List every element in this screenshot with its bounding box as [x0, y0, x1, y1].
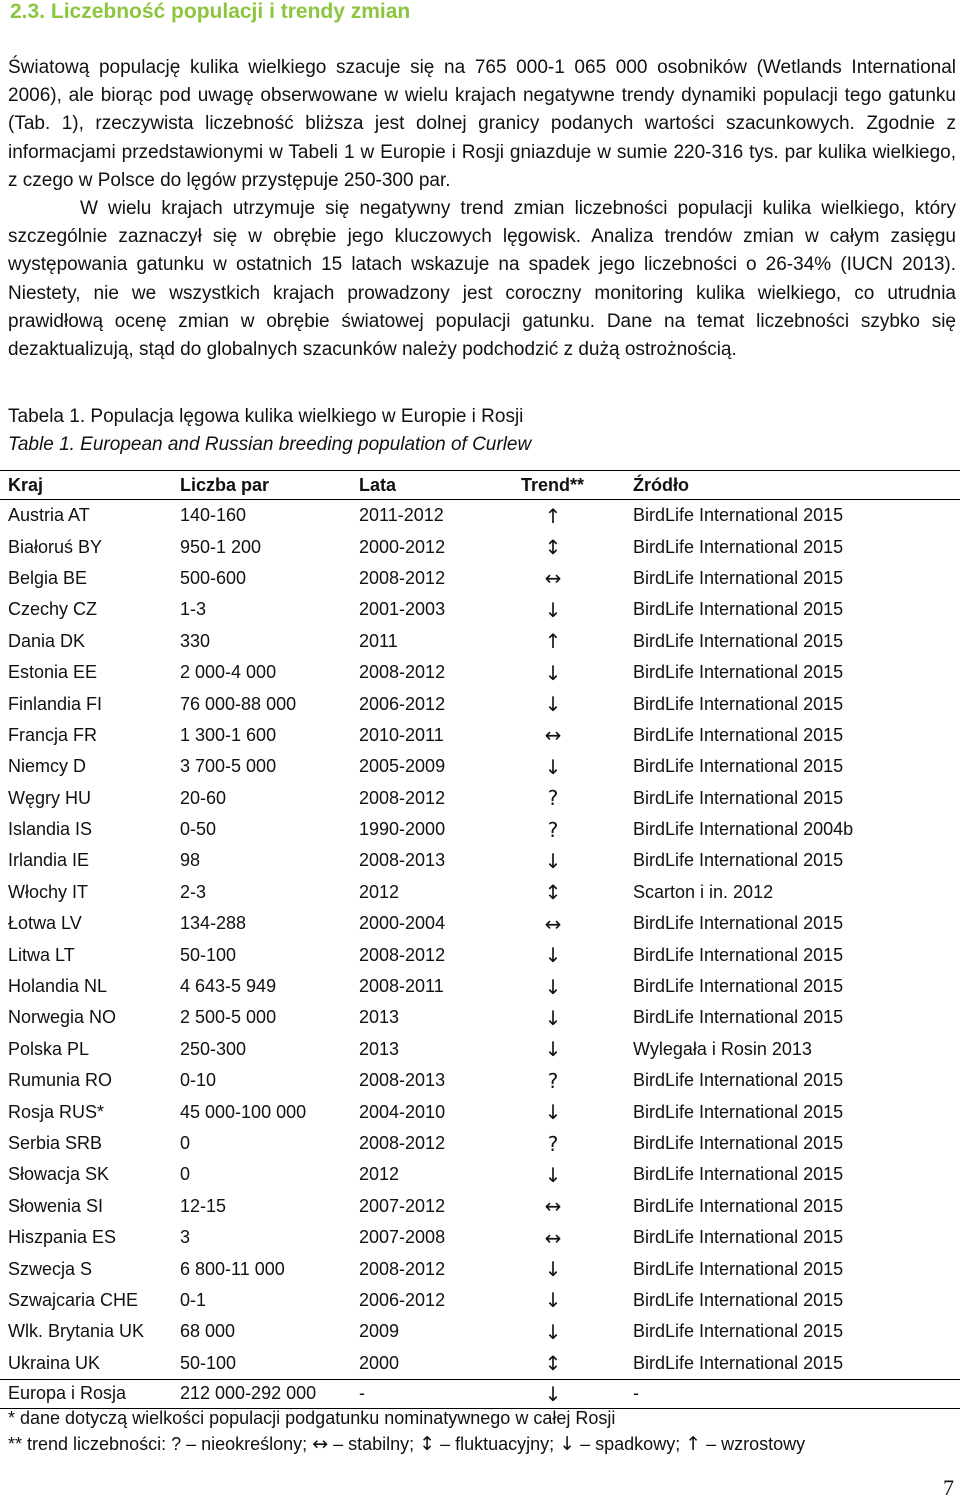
- cell-trend: [513, 971, 625, 1002]
- trend-icon: ↑: [544, 629, 562, 654]
- cell-zrodlo: BirdLife International 2015: [633, 662, 844, 683]
- table-row: [0, 500, 960, 532]
- trend-icon: ↓: [544, 848, 562, 873]
- cell-lata: 2006-2012: [359, 1289, 446, 1310]
- cell-zrodlo: BirdLife International 2015: [633, 693, 844, 714]
- cell-liczba-par: 1-3: [180, 599, 207, 620]
- up-arrow-icon: ↑: [685, 1433, 702, 1455]
- cell-lata: 2008-2013: [359, 1070, 446, 1091]
- cell-trend: [513, 1128, 625, 1159]
- cell-trend: [513, 1222, 625, 1253]
- cell-liczba-par: 0: [180, 1133, 191, 1153]
- cell-trend: [513, 814, 625, 845]
- trend-icon: ↔: [544, 723, 562, 748]
- table-row: [0, 939, 960, 970]
- trend-icon: ↓: [544, 597, 562, 622]
- table-row: [0, 1159, 960, 1190]
- cell-lata: 2008-2012: [359, 567, 446, 588]
- cell-lata: 2008-2012: [359, 944, 446, 965]
- cell-trend: [513, 1253, 625, 1284]
- cell-kraj: Litwa LT: [8, 944, 75, 965]
- cell-trend: [513, 1348, 625, 1380]
- cell-lata: 2010-2011: [359, 724, 444, 745]
- table-caption: [8, 403, 531, 459]
- section-heading: 2.3. Liczebność populacji i trendy zmian: [10, 0, 411, 23]
- trend-icon: ↑: [544, 503, 562, 528]
- cell-kraj: Irlandia IE: [8, 850, 90, 871]
- cell-kraj: Polska PL: [8, 1038, 90, 1059]
- table-row: [0, 720, 960, 751]
- trend-icon: ↕: [544, 880, 562, 905]
- cell-kraj: Belgia BE: [8, 567, 88, 588]
- cell-zrodlo: BirdLife International 2015: [633, 944, 844, 965]
- cell-trend: [513, 1034, 625, 1065]
- table-row: [0, 1034, 960, 1065]
- trend-icon: ↓: [544, 1381, 562, 1406]
- cell-trend: [513, 1096, 625, 1127]
- cell-lata: 2008-2013: [359, 850, 446, 871]
- trend-icon: ↓: [544, 1005, 562, 1030]
- cell-kraj: Francja FR: [8, 724, 98, 745]
- footnote-2-up: – wzrostowy: [706, 1434, 806, 1454]
- table-row: [0, 814, 960, 845]
- cell-zrodlo: BirdLife International 2015: [633, 850, 844, 871]
- trend-icon: ↓: [544, 1037, 562, 1062]
- down-arrow-icon: ↓: [559, 1433, 576, 1455]
- header-trend: Trend**: [513, 471, 625, 500]
- cell-liczba-par: 2 500-5 000: [180, 1007, 277, 1028]
- trend-icon: ↓: [544, 660, 562, 685]
- table-row: [0, 1222, 960, 1253]
- total-cell-kraj: Europa i Rosja: [0, 1379, 172, 1408]
- trend-icon: ↓: [544, 1257, 562, 1282]
- cell-trend: [513, 845, 625, 876]
- cell-trend: [513, 1159, 625, 1190]
- cell-zrodlo: BirdLife International 2015: [633, 1227, 844, 1248]
- cell-zrodlo: BirdLife International 2015: [633, 567, 844, 588]
- cell-kraj: Łotwa LV: [8, 913, 82, 934]
- cell-kraj: Islandia IS: [8, 819, 93, 840]
- trend-icon: ↓: [544, 692, 562, 717]
- cell-kraj: Finlandia FI: [8, 693, 103, 714]
- cell-kraj: Szwajcaria CHE: [8, 1289, 139, 1310]
- table-row: [0, 1253, 960, 1284]
- table-row: [0, 877, 960, 908]
- cell-trend: [513, 500, 625, 532]
- cell-lata: 2008-2012: [359, 1133, 446, 1153]
- table-row: [0, 531, 960, 562]
- cell-kraj: Rumunia RO: [8, 1070, 113, 1091]
- cell-kraj: Słowacja SK: [8, 1164, 110, 1185]
- table-row: [0, 845, 960, 876]
- cell-trend: [513, 626, 625, 657]
- cell-liczba-par: 45 000-100 000: [180, 1101, 307, 1122]
- cell-trend: [513, 594, 625, 625]
- cell-trend: [513, 1191, 625, 1222]
- table-row: [0, 1316, 960, 1347]
- cell-liczba-par: 250-300: [180, 1038, 247, 1059]
- caption-english: Table 1. European and Russian breeding population of Curlew: [8, 434, 532, 455]
- cell-lata: 2013: [359, 1038, 400, 1059]
- table-row: [0, 1285, 960, 1316]
- trend-icon: ?: [547, 817, 559, 842]
- table-row: [0, 594, 960, 625]
- trend-icon: ↓: [544, 1288, 562, 1313]
- table-row: [0, 971, 960, 1002]
- table-row: [0, 563, 960, 594]
- cell-kraj: Austria AT: [8, 505, 90, 526]
- cell-zrodlo: BirdLife International 2015: [633, 1164, 844, 1185]
- header-liczba-par: Liczba par: [172, 471, 351, 500]
- cell-kraj: Włochy IT: [8, 881, 89, 902]
- cell-kraj: Czechy CZ: [8, 599, 98, 620]
- cell-liczba-par: 2-3: [180, 881, 207, 902]
- cell-liczba-par: 0-50: [180, 819, 217, 840]
- cell-zrodlo: BirdLife International 2015: [633, 505, 844, 526]
- cell-liczba-par: 0-1: [180, 1289, 207, 1310]
- table-row: [0, 751, 960, 782]
- cell-lata: 2012: [359, 1164, 400, 1185]
- cell-liczba-par: 4 643-5 949: [180, 976, 277, 997]
- cell-kraj: Białoruś BY: [8, 536, 103, 557]
- trend-icon: ↔: [544, 911, 562, 936]
- cell-kraj: Szwecja S: [8, 1258, 93, 1279]
- trend-icon: ↓: [544, 1162, 562, 1187]
- cell-kraj: Słowenia SI: [8, 1195, 104, 1216]
- cell-trend: [513, 783, 625, 814]
- page-number: 7: [943, 1475, 954, 1500]
- cell-zrodlo: BirdLife International 2015: [633, 1258, 844, 1279]
- cell-zrodlo: BirdLife International 2015: [633, 1101, 844, 1122]
- table-row: [0, 1348, 960, 1380]
- trend-icon: ↓: [544, 943, 562, 968]
- cell-lata: 2011: [359, 630, 398, 651]
- cell-zrodlo: BirdLife International 2015: [633, 1195, 844, 1216]
- cell-zrodlo: BirdLife International 2015: [633, 1070, 844, 1091]
- header-kraj: Kraj: [0, 471, 172, 500]
- body-text: [8, 54, 956, 364]
- trend-icon: ?: [547, 1068, 559, 1093]
- cell-lata: 2006-2012: [359, 693, 446, 714]
- footnote-2-prefix: ** trend liczebności: ? – nieokreślony;: [8, 1434, 308, 1454]
- cell-trend: [513, 1065, 625, 1096]
- footnote-2: [8, 1431, 805, 1457]
- table-row: [0, 783, 960, 814]
- trend-icon: ?: [547, 1131, 559, 1156]
- footnote-2-fluct: – fluktuacyjny;: [440, 1434, 555, 1454]
- cell-zrodlo: BirdLife International 2015: [633, 536, 844, 557]
- cell-zrodlo: BirdLife International 2015: [633, 756, 844, 777]
- cell-trend: [513, 657, 625, 688]
- cell-zrodlo: BirdLife International 2015: [633, 1133, 844, 1153]
- table-row: [0, 1002, 960, 1033]
- header-zrodlo: Źródło: [625, 471, 960, 500]
- population-table: [0, 470, 960, 1409]
- cell-zrodlo: BirdLife International 2015: [633, 724, 844, 745]
- cell-kraj: Hiszpania ES: [8, 1227, 117, 1248]
- cell-lata: 2007-2008: [359, 1227, 446, 1248]
- cell-liczba-par: 98: [180, 850, 201, 871]
- table-row: [0, 688, 960, 719]
- cell-zrodlo: BirdLife International 2015: [633, 1007, 844, 1028]
- cell-liczba-par: 134-288: [180, 913, 247, 934]
- table-row: [0, 657, 960, 688]
- table-row: [0, 908, 960, 939]
- paragraph-1: Światową populację kulika wielkiego szacuje się na 765 000-1 065 000 osobników (Wetlands International 2006), ale biorąc pod uwagę obserwowane w wielu krajach negatywne trendy dynamiki populacji tego gatunku (Tab. 1), rzeczywista liczebność bliższa jest dolnej granicy podanych wartości szacunkowych. Zgodnie z informacjami przedstawionymi w Tabeli 1 w Europie i Rosji gniazduje w sumie 220-316 tys. par kulika wielkiego, z czego w Polsce do lęgów przystępuje 250-300 par.: [8, 57, 956, 191]
- cell-lata: 2000: [359, 1352, 400, 1373]
- cell-trend: [513, 531, 625, 562]
- cell-lata: 2012: [359, 881, 400, 902]
- cell-zrodlo: BirdLife International 2015: [633, 1289, 844, 1310]
- cell-lata: 2011-2012: [359, 505, 444, 526]
- cell-trend: [513, 1316, 625, 1347]
- cell-kraj: Holandia NL: [8, 976, 108, 997]
- footnote-2-down: – spadkowy;: [580, 1434, 681, 1454]
- cell-kraj: Norwegia NO: [8, 1007, 117, 1028]
- cell-trend: [513, 751, 625, 782]
- cell-kraj: Dania DK: [8, 630, 86, 651]
- cell-liczba-par: 2 000-4 000: [180, 662, 277, 683]
- cell-zrodlo: BirdLife International 2015: [633, 1352, 844, 1373]
- table-body: [0, 500, 960, 1409]
- cell-lata: 1990-2000: [359, 819, 446, 840]
- table-row: [0, 1065, 960, 1096]
- trend-icon: ↓: [544, 974, 562, 999]
- cell-liczba-par: 3 700-5 000: [180, 756, 277, 777]
- cell-kraj: Wlk. Brytania UK: [8, 1321, 145, 1342]
- trend-icon: ↔: [544, 1225, 562, 1250]
- cell-liczba-par: 68 000: [180, 1321, 236, 1342]
- cell-zrodlo: BirdLife International 2015: [633, 787, 844, 808]
- cell-trend: [513, 1285, 625, 1316]
- cell-lata: 2000-2004: [359, 913, 446, 934]
- cell-zrodlo: BirdLife International 2015: [633, 976, 844, 997]
- cell-liczba-par: 1 300-1 600: [180, 724, 277, 745]
- trend-icon: ↔: [544, 566, 562, 591]
- cell-lata: 2000-2012: [359, 536, 446, 557]
- caption-polish: Tabela 1. Populacja lęgowa kulika wielkiego w Europie i Rosji: [8, 406, 524, 427]
- cell-lata: 2008-2011: [359, 976, 444, 997]
- cell-kraj: Ukraina UK: [8, 1352, 101, 1373]
- cell-liczba-par: 50-100: [180, 944, 237, 965]
- cell-lata: 2005-2009: [359, 756, 446, 777]
- cell-zrodlo: BirdLife International 2004b: [633, 819, 854, 840]
- cell-lata: 2008-2012: [359, 787, 446, 808]
- cell-trend: [513, 1002, 625, 1033]
- cell-kraj: Niemcy D: [8, 756, 87, 777]
- cell-kraj: Serbia SRB: [8, 1133, 103, 1153]
- trend-icon: ?: [547, 786, 559, 811]
- cell-liczba-par: 140-160: [180, 505, 247, 526]
- cell-zrodlo: BirdLife International 2015: [633, 913, 844, 934]
- cell-kraj: Węgry HU: [8, 787, 92, 808]
- cell-liczba-par: 3: [180, 1227, 191, 1248]
- table-row: [0, 1128, 960, 1159]
- header-lata: Lata: [351, 471, 513, 500]
- cell-liczba-par: 0: [180, 1164, 191, 1185]
- cell-zrodlo: Scarton i in. 2012: [633, 881, 774, 902]
- cell-liczba-par: 0-10: [180, 1070, 217, 1091]
- cell-liczba-par: 950-1 200: [180, 536, 262, 557]
- cell-trend: [513, 720, 625, 751]
- cell-liczba-par: 20-60: [180, 787, 227, 808]
- footnotes: [8, 1405, 805, 1457]
- cell-zrodlo: BirdLife International 2015: [633, 630, 844, 651]
- fluctuating-arrow-icon: ↕: [419, 1433, 436, 1455]
- cell-lata: 2001-2003: [359, 599, 446, 620]
- cell-trend: [513, 877, 625, 908]
- cell-liczba-par: 76 000-88 000: [180, 693, 297, 714]
- cell-liczba-par: 330: [180, 630, 211, 651]
- cell-liczba-par: 500-600: [180, 567, 247, 588]
- cell-lata: 2009: [359, 1321, 400, 1342]
- cell-liczba-par: 50-100: [180, 1352, 237, 1373]
- cell-trend: [513, 908, 625, 939]
- total-cell-lata: -: [351, 1379, 513, 1408]
- table-row: [0, 626, 960, 657]
- cell-trend: [513, 688, 625, 719]
- cell-trend: [513, 563, 625, 594]
- trend-icon: ↕: [544, 1351, 562, 1376]
- cell-kraj: Rosja RUS*: [8, 1101, 105, 1122]
- total-cell-liczba-par: 212 000-292 000: [172, 1379, 351, 1408]
- cell-lata: 2007-2012: [359, 1195, 446, 1216]
- table-row: [0, 1096, 960, 1127]
- cell-lata: 2008-2012: [359, 662, 446, 683]
- trend-icon: ↓: [544, 754, 562, 779]
- cell-zrodlo: BirdLife International 2015: [633, 599, 844, 620]
- stable-arrow-icon: ↔: [312, 1433, 329, 1455]
- trend-icon: ↕: [544, 535, 562, 560]
- cell-liczba-par: 6 800-11 000: [180, 1258, 285, 1279]
- cell-kraj: Estonia EE: [8, 662, 98, 683]
- paragraph-2: W wielu krajach utrzymuje się negatywny trend zmian liczebności populacji kulika wielkiego, który szczególnie zaznaczył się w obrębie jego kluczowych lęgowisk. Analiza trendów zmian w całym zasięgu występowania gatunku w ostatnich 15 latach wskazuje na spadek jego liczebności o 26-34% (IUCN 2013). Niestety, nie we wszystkich krajach prowadzony jest coroczny monitoring kulika wielkiego, co utrudnia prawidłową ocenę zmian w obrębie światowej populacji gatunku. Dane na temat liczebności szybko się dezaktualizują, stąd do globalnych szacunków należy podchodzić z dużą ostrożnością.: [8, 198, 956, 361]
- trend-icon: ↓: [544, 1319, 562, 1344]
- cell-lata: 2013: [359, 1007, 400, 1028]
- total-cell-zrodlo: -: [625, 1379, 960, 1408]
- cell-zrodlo: BirdLife International 2015: [633, 1321, 844, 1342]
- cell-lata: 2004-2010: [359, 1101, 446, 1122]
- trend-icon: ↓: [544, 1100, 562, 1125]
- cell-lata: 2008-2012: [359, 1258, 446, 1279]
- trend-icon: ↔: [544, 1194, 562, 1219]
- table-row: [0, 1191, 960, 1222]
- cell-zrodlo: Wylegała i Rosin 2013: [633, 1038, 812, 1059]
- footnote-1: * dane dotyczą wielkości populacji podgatunku nominatywnego w całej Rosji: [8, 1408, 616, 1428]
- cell-trend: [513, 939, 625, 970]
- table-header-row: [0, 471, 960, 500]
- cell-liczba-par: 12-15: [180, 1195, 227, 1216]
- footnote-2-stable: – stabilny;: [333, 1434, 415, 1454]
